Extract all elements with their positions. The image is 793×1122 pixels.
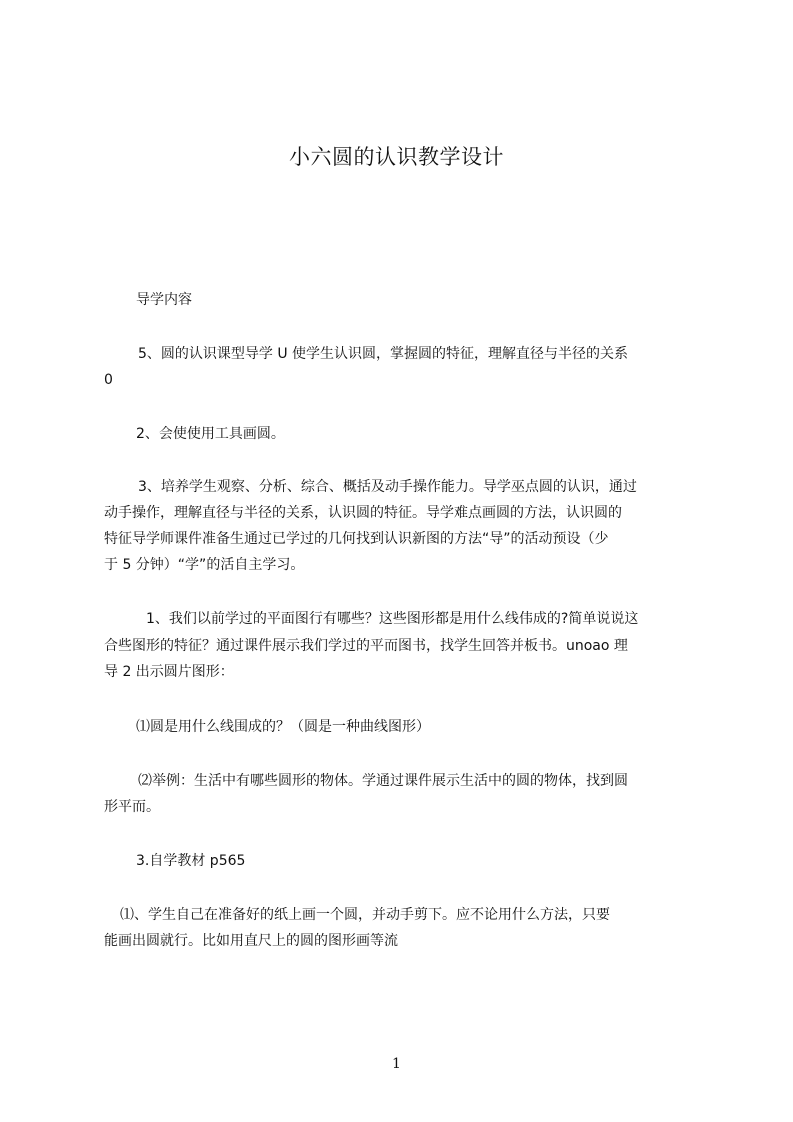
paragraph-4-line-2: 合些图形的特征？通过课件展示我们学过的平而图书，找学生回答并板书。unoao 理 xyxy=(104,638,628,654)
paragraph-7: 3.自学教材 p565 xyxy=(136,853,246,869)
paragraph-3-line-4: 于 5 分钟）“学”的活自主学习。 xyxy=(104,557,305,573)
paragraph-3-line-3: 特征导学师课件准备生通过已学过的几何找到认识新图的方法“导”的活动预设（少 xyxy=(104,531,609,547)
paragraph-3-line-1: 3、培养学生观察、分析、综合、概括及动手操作能力。导学巫点圆的认识，通过 xyxy=(138,479,637,495)
document-title: 小六圆的认识教学设计 xyxy=(289,145,504,169)
paragraph-1-line-1: 5、圆的认识课型导学 U 使学生认识圆，掌握圆的特征，理解直径与半径的关系 xyxy=(138,346,629,362)
paragraph-1-line-2: 0 xyxy=(104,372,113,388)
paragraph-5: ⑴圆是用什么线围成的？（圆是一种曲线图形） xyxy=(136,719,430,735)
paragraph-6-line-1: ⑵举例：生活中有哪些圆形的物体。学通过课件展示生活中的圆的物体，找到圆 xyxy=(138,773,628,789)
paragraph-3-line-2: 动手操作，理解直径与半径的关系，认识圆的特征。导学难点画圆的方法，认识圆的 xyxy=(104,505,622,521)
paragraph-6-line-2: 形平而。 xyxy=(104,799,160,815)
paragraph-4-line-3: 导 2 出示圆片图形： xyxy=(104,664,234,680)
heading-guide-content: 导学内容 xyxy=(136,292,192,308)
paragraph-4-line-1: 1、我们以前学过的平面图行有哪些？这些图形都是用什么线伟成的?简单说说这 xyxy=(146,611,639,627)
paragraph-8-line-1: ⑴、学生自己在准备好的纸上画一个圆，并动手剪下。应不论用什么方法，只要 xyxy=(120,907,610,923)
paragraph-8-line-2: 能画出圆就行。比如用直尺上的圆的图形画等流 xyxy=(104,933,398,949)
paragraph-2: 2、会使使用工具画圆。 xyxy=(136,426,285,442)
page-number: 1 xyxy=(392,1056,401,1072)
